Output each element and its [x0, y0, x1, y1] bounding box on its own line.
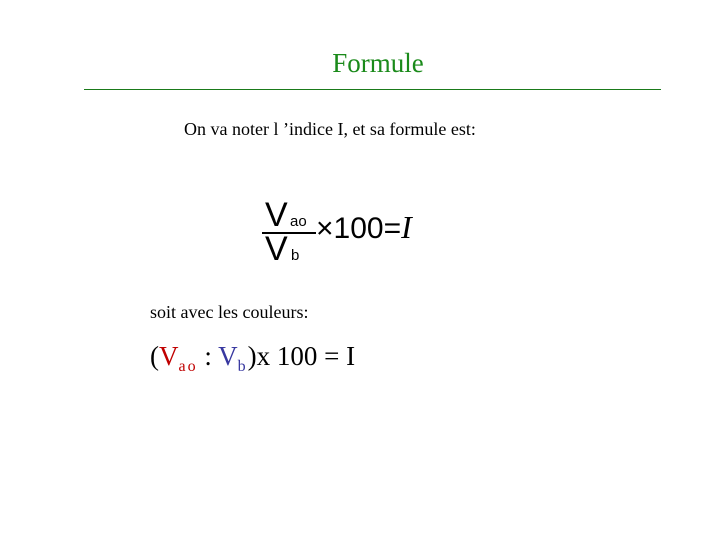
- numerator-variable: V: [265, 196, 288, 234]
- denominator-subscript: b: [291, 247, 300, 264]
- denominator-variable: V: [265, 230, 288, 268]
- formula-result-variable: I: [401, 209, 412, 245]
- formula-multiplier: ×100=: [316, 212, 402, 245]
- separator: :: [197, 341, 219, 371]
- title-divider: [84, 89, 661, 90]
- color-label: soit avec les couleurs:: [150, 302, 309, 322]
- formula-rhs: [316, 210, 412, 246]
- colored-formula: [150, 338, 355, 379]
- vb-variable: V: [218, 341, 238, 371]
- slide-title: Formule: [332, 48, 424, 78]
- open-paren: (: [150, 341, 159, 371]
- formula-tail: )x 100 = I: [247, 341, 356, 371]
- index-formula: [262, 198, 432, 268]
- intro-text: On va noter l ’indice I, et sa formule est:: [184, 119, 476, 139]
- vao-subscript: ao: [178, 358, 198, 375]
- vb-subscript: b: [237, 358, 248, 375]
- vb-term: [218, 341, 248, 375]
- vao-variable: V: [159, 341, 179, 371]
- vao-term: [159, 341, 198, 375]
- formula-fraction: [262, 198, 316, 268]
- numerator-subscript: ao: [290, 213, 307, 230]
